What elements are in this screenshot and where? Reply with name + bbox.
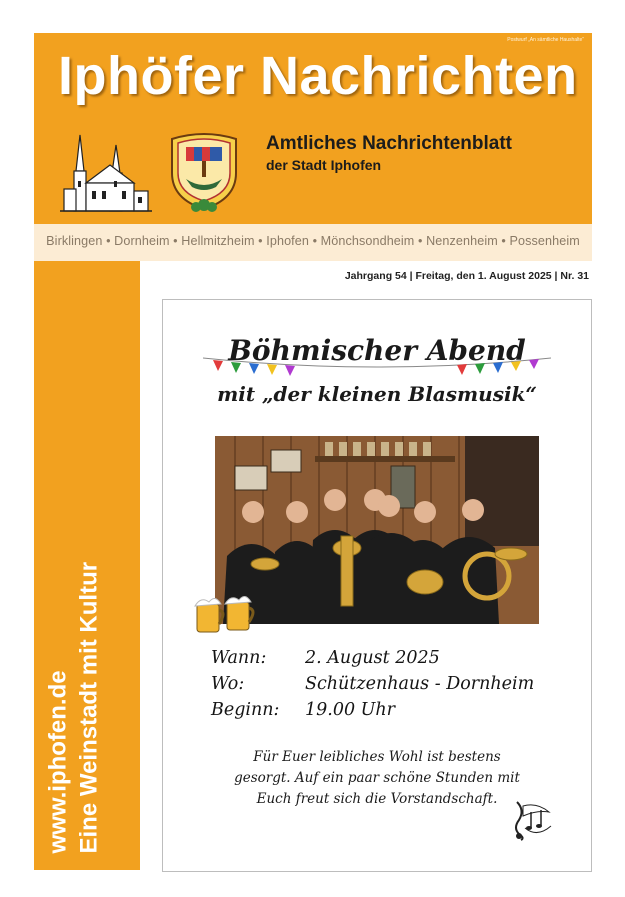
detail-where-label: Wo:: [211, 674, 245, 694]
issue-info: Jahrgang 54 | Freitag, den 1. August 2025 | Nr. 31: [344, 270, 589, 282]
detail-when: [211, 648, 440, 668]
sidebar-vertical-text: [43, 261, 133, 870]
detail-start-label: Beginn:: [211, 700, 280, 720]
poster-subtitle: mit „der kleinen Blasmusik“: [217, 382, 537, 406]
music-notes-icon: [507, 798, 553, 842]
detail-when-value: 2. August 2025: [305, 648, 440, 668]
city-coat-of-arms-icon: [164, 129, 244, 215]
publication-title: Iphöfer Nachrichten: [58, 46, 578, 106]
masthead-banner: [34, 33, 592, 224]
detail-start: [211, 700, 395, 720]
detail-start-value: 19.00 Uhr: [305, 700, 396, 720]
subtitle-town: der Stadt Iphofen: [266, 157, 382, 173]
postal-note: Postwurf „An sämtliche Haushalte“: [507, 37, 584, 43]
town-slogan: Eine Weinstadt mit Kultur: [75, 561, 103, 854]
band-photo: [215, 436, 539, 624]
event-poster: [162, 299, 592, 872]
beer-mugs-icon: [193, 592, 257, 636]
closing-line-3: Euch freut sich die Vorstandschaft.: [256, 791, 498, 807]
closing-line-2: gesorgt. Auf ein paar schöne Stunden mit: [234, 770, 520, 786]
detail-where: [211, 674, 534, 694]
church-illustration-icon: [60, 131, 152, 217]
closing-line-1: Für Euer leibliches Wohl ist bestens: [253, 749, 501, 765]
districts-list: Birklingen • Dornheim • Hellmitzheim • Iphofen • Mönchsondheim • Nenzenheim • Possenheim: [46, 234, 580, 248]
detail-when-label: Wann:: [211, 648, 267, 668]
left-sidebar: [34, 261, 140, 870]
districts-band: [34, 224, 592, 261]
poster-title: Böhmischer Abend: [228, 334, 526, 367]
detail-where-value: Schützenhaus - Dornheim: [305, 674, 535, 694]
website-url: www.iphofen.de: [44, 670, 72, 854]
subtitle-official-gazette: Amtliches Nachrichtenblatt: [266, 133, 512, 154]
